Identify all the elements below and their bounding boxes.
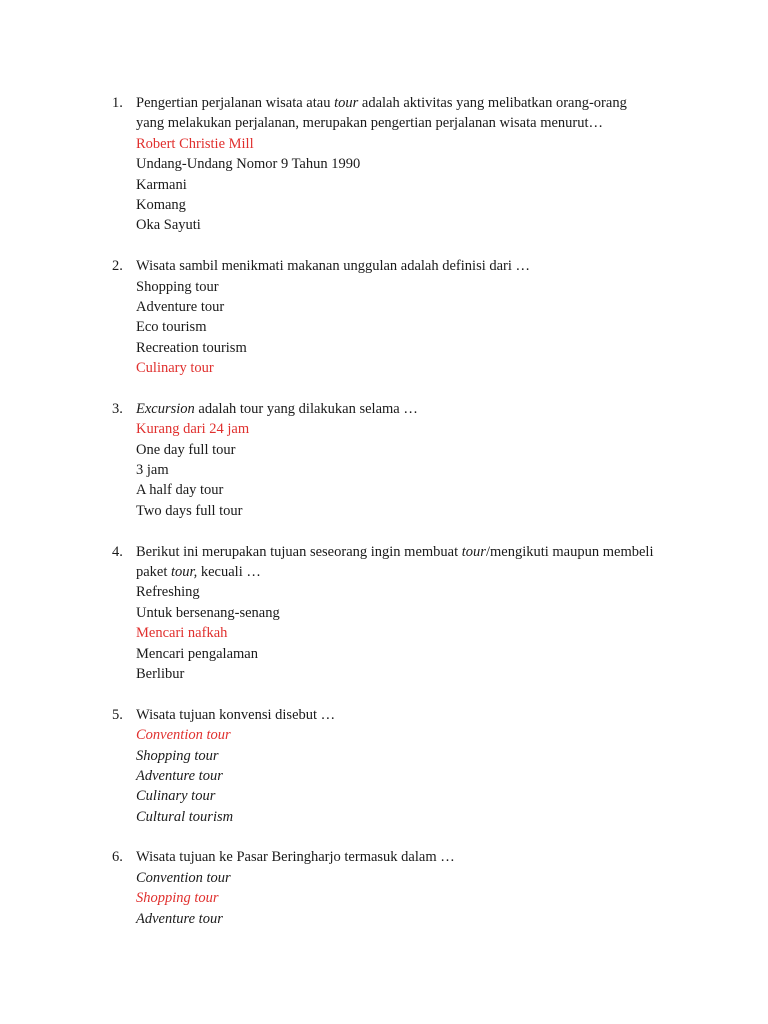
question-number: 5.	[112, 706, 123, 723]
option: Two days full tour	[136, 502, 243, 519]
option: Refreshing	[136, 584, 200, 601]
option-answer: Kurang dari 24 jam	[136, 421, 250, 438]
option-text: Adventure tour	[136, 910, 223, 927]
question-number: 1.	[112, 95, 123, 111]
option	[0, 807, 768, 827]
question-4	[0, 542, 768, 685]
question-5	[0, 705, 768, 827]
option	[0, 766, 768, 786]
option: Karmani	[136, 176, 187, 193]
quiz-document	[0, 93, 768, 949]
stem-italic: tour	[461, 543, 486, 560]
option: Berlibur	[136, 665, 185, 682]
stem-italic: tour	[334, 95, 359, 111]
question-number: 4.	[112, 543, 123, 560]
option-text: Convention tour	[136, 727, 231, 744]
stem-text: adalah aktivitas yang melibatkan orang-orang	[358, 95, 627, 111]
option	[0, 868, 768, 888]
option: Adventure tour	[136, 298, 225, 315]
option-answer	[0, 888, 768, 908]
option: Oka Sayuti	[136, 217, 201, 234]
stem-text: kecuali …	[197, 563, 261, 580]
option: Eco tourism	[136, 319, 207, 336]
option-answer: Culinary tour	[136, 360, 214, 377]
option: One day full tour	[136, 441, 236, 458]
option-answer: Mencari nafkah	[136, 625, 228, 642]
option-text: Culinary tour	[136, 788, 216, 805]
option-text: Shopping tour	[136, 890, 219, 907]
option	[0, 786, 768, 806]
stem-text: Berikut ini merupakan tujuan seseorang ingin membuat	[136, 543, 462, 560]
option: A half day tour	[136, 482, 224, 499]
stem-text: Pengertian perjalanan wisata atau	[136, 95, 335, 111]
stem-text: paket	[136, 563, 172, 580]
option-answer	[0, 725, 768, 745]
question-stem-line2: yang melakukan perjalanan, merupakan pengertian perjalanan wisata menurut…	[136, 115, 604, 132]
stem-italic: tour,	[171, 563, 198, 580]
question-3	[0, 399, 768, 521]
question-number: 6.	[112, 849, 123, 866]
question-number: 3.	[112, 400, 123, 417]
question-number: 2.	[112, 258, 123, 275]
option-text: Convention tour	[136, 869, 231, 886]
option: Mencari pengalaman	[136, 645, 258, 662]
option-text: Cultural tourism	[136, 808, 234, 825]
stem-text: adalah tour yang dilakukan selama …	[194, 400, 418, 417]
option: Shopping tour	[136, 278, 219, 295]
option: Undang-Undang Nomor 9 Tahun 1990	[136, 156, 361, 173]
option: Komang	[136, 196, 186, 213]
option	[0, 746, 768, 766]
option-text: Shopping tour	[136, 747, 219, 764]
question-1	[0, 93, 768, 236]
option-text: Adventure tour	[136, 767, 223, 784]
question-stem: Wisata tujuan konvensi disebut …	[136, 706, 336, 723]
question-2	[0, 256, 768, 378]
question-6	[0, 847, 768, 929]
stem-italic: Excursion	[136, 400, 195, 417]
option-answer: Robert Christie Mill	[136, 135, 254, 152]
option	[0, 909, 768, 929]
question-stem-line2	[0, 562, 768, 582]
stem-text: /mengikuti maupun membeli	[485, 543, 654, 560]
question-stem: Wisata tujuan ke Pasar Beringharjo termasuk dalam …	[136, 849, 455, 866]
question-stem: Wisata sambil menikmati makanan unggulan adalah definisi dari …	[136, 258, 531, 275]
option: 3 jam	[136, 462, 169, 479]
option: Untuk bersenang-senang	[136, 604, 280, 621]
option: Recreation tourism	[136, 339, 247, 356]
